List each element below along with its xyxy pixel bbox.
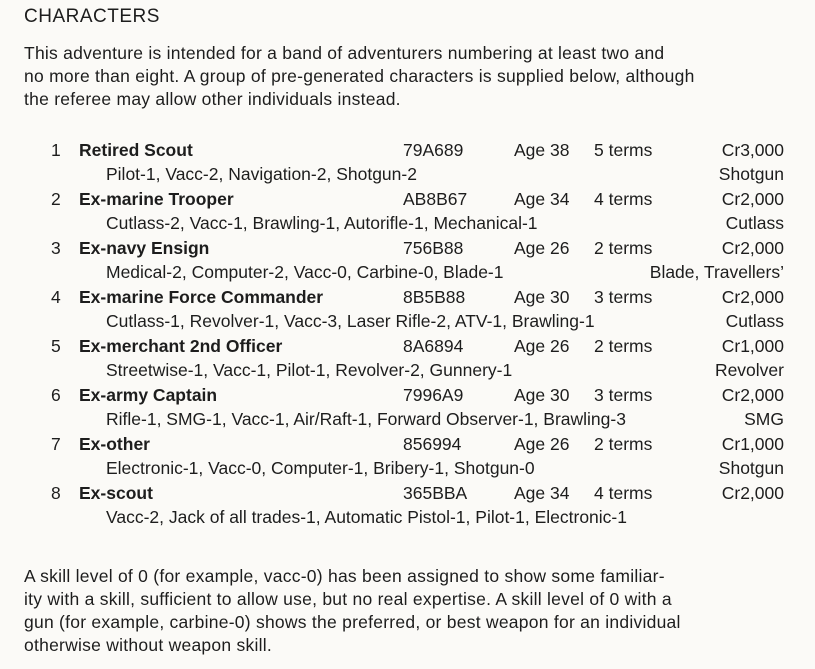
character-upp: 79A689 (403, 140, 464, 160)
character-skills: Streetwise-1, Vacc-1, Pilot-1, Revolver-2, Gunnery-1 (106, 360, 513, 380)
character-number: 3 (51, 238, 61, 258)
character-terms: 5 terms (594, 140, 653, 160)
character-terms: 2 terms (594, 336, 653, 356)
character-title: Ex-merchant 2nd Officer (79, 336, 283, 356)
character-weapon: SMG (744, 409, 784, 429)
character-skills-row (0, 213, 815, 237)
character-cash: Cr3,000 (721, 140, 784, 160)
character-age: Age 34 (514, 189, 570, 209)
character-terms: 3 terms (594, 385, 653, 405)
character-terms: 3 terms (594, 287, 653, 307)
character-stats-row (0, 336, 815, 360)
character-age: Age 38 (514, 140, 570, 160)
character-skills-row (0, 262, 815, 286)
intro-line: the referee may allow other individuals instead. (24, 89, 401, 109)
character-entry (0, 238, 815, 287)
outro-line: ity with a skill, sufficient to allow use, but no real expertise. A skill level of 0 with a (24, 589, 672, 609)
character-cash: Cr2,000 (721, 189, 784, 209)
character-upp: 7996A9 (403, 385, 464, 405)
character-cash: Cr2,000 (721, 238, 784, 258)
character-skills: Pilot-1, Vacc-2, Navigation-2, Shotgun-2 (106, 164, 417, 184)
character-stats-row (0, 483, 815, 507)
character-entry (0, 140, 815, 189)
intro-line: no more than eight. A group of pre-generated characters is supplied below, although (24, 66, 695, 86)
character-title: Ex-marine Force Commander (79, 287, 324, 307)
character-skills: Rifle-1, SMG-1, Vacc-1, Air/Raft-1, Forward Observer-1, Brawling-3 (106, 409, 626, 429)
character-weapon: Cutlass (725, 213, 784, 233)
character-age: Age 26 (514, 238, 570, 258)
character-age: Age 30 (514, 287, 570, 307)
character-number: 1 (51, 140, 61, 160)
character-skills-row (0, 507, 815, 531)
character-skills-row (0, 458, 815, 482)
character-upp: 856994 (403, 434, 462, 454)
character-entry (0, 385, 815, 434)
outro-line: A skill level of 0 (for example, vacc-0) has been assigned to show some familiar- (24, 566, 665, 586)
character-cash: Cr2,000 (721, 385, 784, 405)
character-cash: Cr1,000 (721, 434, 784, 454)
character-upp: 756B88 (403, 238, 464, 258)
character-terms: 4 terms (594, 189, 653, 209)
section-heading: CHARACTERS (24, 6, 160, 27)
character-cash: Cr2,000 (721, 483, 784, 503)
intro-line: This adventure is intended for a band of adventurers numbering at least two and (24, 43, 665, 63)
character-age: Age 30 (514, 385, 570, 405)
character-upp: AB8B67 (403, 189, 468, 209)
character-entry (0, 434, 815, 483)
character-title: Ex-scout (79, 483, 153, 503)
character-entry (0, 189, 815, 238)
character-entry (0, 336, 815, 385)
character-terms: 2 terms (594, 238, 653, 258)
character-stats-row (0, 434, 815, 458)
character-title: Ex-marine Trooper (79, 189, 234, 209)
character-skills-row (0, 164, 815, 188)
intro-paragraph (24, 42, 695, 111)
character-number: 6 (51, 385, 61, 405)
character-stats-row (0, 189, 815, 213)
character-age: Age 26 (514, 336, 570, 356)
character-number: 4 (51, 287, 61, 307)
character-skills-row (0, 311, 815, 335)
character-list (0, 140, 815, 532)
character-skills: Vacc-2, Jack of all trades-1, Automatic Pistol-1, Pilot-1, Electronic-1 (106, 507, 627, 527)
character-entry (0, 287, 815, 336)
character-stats-row (0, 140, 815, 164)
character-skills-row (0, 360, 815, 384)
character-upp: 8B5B88 (403, 287, 466, 307)
character-cash: Cr1,000 (721, 336, 784, 356)
character-upp: 8A6894 (403, 336, 464, 356)
character-skills: Medical-2, Computer-2, Vacc-0, Carbine-0, Blade-1 (106, 262, 504, 282)
character-weapon: Shotgun (718, 164, 784, 184)
character-weapon: Cutlass (725, 311, 784, 331)
outro-paragraph (24, 565, 681, 657)
character-skills-row (0, 409, 815, 433)
outro-line: gun (for example, carbine-0) shows the preferred, or best weapon for an individual (24, 612, 681, 632)
character-weapon: Revolver (714, 360, 784, 380)
character-title: Retired Scout (79, 140, 193, 160)
character-cash: Cr2,000 (721, 287, 784, 307)
character-number: 2 (51, 189, 61, 209)
character-terms: 4 terms (594, 483, 653, 503)
character-terms: 2 terms (594, 434, 653, 454)
character-stats-row (0, 238, 815, 262)
character-weapon: Shotgun (718, 458, 784, 478)
character-age: Age 34 (514, 483, 570, 503)
character-number: 7 (51, 434, 61, 454)
character-title: Ex-army Captain (79, 385, 218, 405)
character-skills: Cutlass-1, Revolver-1, Vacc-3, Laser Rifle-2, ATV-1, Brawling-1 (106, 311, 595, 331)
character-weapon: Blade, Travellers’ (649, 262, 784, 282)
character-entry (0, 483, 815, 532)
character-skills: Electronic-1, Vacc-0, Computer-1, Bribery-1, Shotgun-0 (106, 458, 535, 478)
character-age: Age 26 (514, 434, 570, 454)
character-title: Ex-navy Ensign (79, 238, 210, 258)
character-title: Ex-other (79, 434, 150, 454)
character-upp: 365BBA (403, 483, 468, 503)
character-number: 5 (51, 336, 61, 356)
character-skills: Cutlass-2, Vacc-1, Brawling-1, Autorifle-1, Mechanical-1 (106, 213, 538, 233)
outro-line: otherwise without weapon skill. (24, 635, 273, 655)
character-stats-row (0, 385, 815, 409)
character-number: 8 (51, 483, 61, 503)
character-stats-row (0, 287, 815, 311)
